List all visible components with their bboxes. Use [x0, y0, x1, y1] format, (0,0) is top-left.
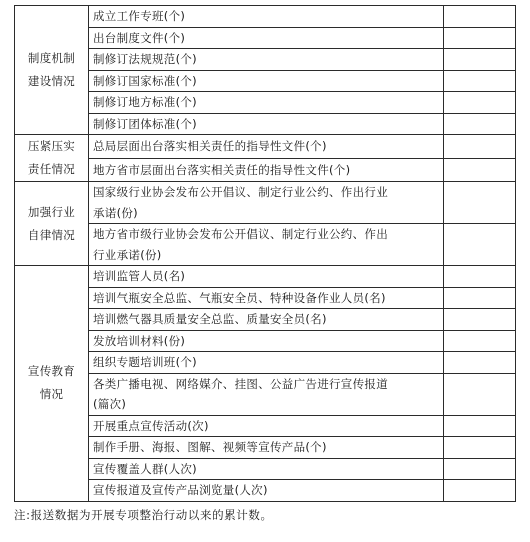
- indicator-cell: [89, 27, 444, 49]
- value-cell[interactable]: [444, 6, 516, 28]
- value-cell[interactable]: [444, 113, 516, 135]
- value-cell[interactable]: [444, 266, 516, 288]
- indicator-cell: [89, 135, 444, 159]
- indicator-label-line: 培训监管人员(名): [93, 269, 186, 283]
- value-cell[interactable]: [444, 224, 516, 266]
- indicator-label-line: 地方省市级行业协会发布公开倡议、制定行业公约、作出: [93, 227, 388, 241]
- indicator-label-line: 成立工作专班(个): [93, 9, 186, 23]
- table-row: [15, 27, 516, 49]
- indicator-cell: [89, 373, 444, 415]
- indicator-cell: [89, 352, 444, 374]
- indicator-label-line: 制修订地方标准(个): [93, 95, 197, 109]
- indicator-label-line: (篇次): [93, 397, 127, 411]
- indicator-label-line: 宣传报道及宣传产品浏览量(人次): [93, 483, 268, 497]
- table-row: [15, 309, 516, 331]
- table-row: [15, 330, 516, 352]
- value-cell[interactable]: [444, 437, 516, 459]
- table-row: [15, 92, 516, 114]
- indicator-cell: [89, 458, 444, 480]
- category-cell: [15, 182, 89, 266]
- indicator-label-line: 地方省市层面出台落实相关责任的指导性文件(个): [93, 162, 351, 177]
- table-row: [15, 373, 516, 415]
- table-row: [15, 70, 516, 92]
- value-cell[interactable]: [444, 458, 516, 480]
- value-cell[interactable]: [444, 158, 516, 182]
- category-cell: [15, 6, 89, 135]
- indicator-cell: [89, 437, 444, 459]
- category-label-line: 制度机制: [27, 51, 76, 65]
- indicator-cell: [89, 113, 444, 135]
- table-row: [15, 182, 516, 224]
- indicator-cell: [89, 415, 444, 437]
- value-cell[interactable]: [444, 49, 516, 71]
- table-row: [15, 224, 516, 266]
- category-label-line: 自律情况: [27, 227, 76, 242]
- value-cell[interactable]: [444, 480, 516, 502]
- category-label-line: 加强行业: [27, 204, 76, 219]
- indicator-cell: [89, 158, 444, 182]
- indicator-label-line: 发放培训材料(份): [93, 333, 186, 348]
- category-label-line: 宣传教育: [27, 364, 76, 379]
- indicator-cell: [89, 330, 444, 352]
- table-row: [15, 458, 516, 480]
- table-row: [15, 415, 516, 437]
- indicator-label-line: 制作手册、海报、图解、视频等宣传产品(个): [93, 440, 327, 454]
- indicator-cell: [89, 49, 444, 71]
- indicator-cell: [89, 6, 444, 28]
- report-table: [14, 5, 516, 502]
- table-row: [15, 6, 516, 28]
- value-cell[interactable]: [444, 92, 516, 114]
- value-cell[interactable]: [444, 182, 516, 224]
- category-label-line: 建设情况: [27, 74, 76, 88]
- category-cell: [15, 135, 89, 182]
- indicator-label-line: 行业承诺(份): [93, 247, 162, 262]
- indicator-label-line: 各类广播电视、网络媒介、挂图、公益广告进行宣传报道: [93, 376, 388, 391]
- indicator-cell: [89, 309, 444, 331]
- value-cell[interactable]: [444, 330, 516, 352]
- category-label-line: 责任情况: [27, 162, 76, 176]
- indicator-cell: [89, 480, 444, 502]
- table-row: [15, 113, 516, 135]
- value-cell[interactable]: [444, 70, 516, 92]
- indicator-cell: [89, 224, 444, 266]
- category-label-line: 情况: [39, 387, 64, 402]
- category-label-line: 压紧压实: [27, 139, 76, 153]
- indicator-label-line: 制修订国家标准(个): [93, 73, 197, 88]
- indicator-label-line: 制修订法规规范(个): [93, 52, 197, 66]
- category-cell: [15, 266, 89, 502]
- value-cell[interactable]: [444, 287, 516, 309]
- table-row: [15, 287, 516, 309]
- table-row: [15, 437, 516, 459]
- indicator-label-line: 国家级行业协会发布公开倡议、制定行业公约、作出行业: [93, 185, 388, 199]
- table-row: [15, 352, 516, 374]
- indicator-label-line: 出台制度文件(个): [93, 30, 186, 45]
- table-row: [15, 49, 516, 71]
- indicator-label-line: 培训气瓶安全总监、气瓶安全员、特种设备作业人员(名): [93, 290, 386, 305]
- indicator-label-line: 组织专题培训班(个): [93, 355, 197, 369]
- value-cell[interactable]: [444, 135, 516, 159]
- table-row: [15, 266, 516, 288]
- value-cell[interactable]: [444, 373, 516, 415]
- indicator-label-line: 制修订团体标准(个): [93, 116, 197, 131]
- indicator-label-line: 总局层面出台落实相关责任的指导性文件(个): [93, 139, 327, 153]
- indicator-label-line: 培训燃气器具质量安全总监、质量安全员(名): [93, 312, 327, 326]
- indicator-label-line: 承诺(份): [93, 205, 138, 220]
- indicator-cell: [89, 92, 444, 114]
- value-cell[interactable]: [444, 27, 516, 49]
- indicator-cell: [89, 70, 444, 92]
- indicator-cell: [89, 287, 444, 309]
- value-cell[interactable]: [444, 352, 516, 374]
- footnote: 注:报送数据为开展专项整治行动以来的累计数。: [14, 508, 273, 522]
- value-cell[interactable]: [444, 415, 516, 437]
- value-cell[interactable]: [444, 309, 516, 331]
- table-row: [15, 480, 516, 502]
- indicator-cell: [89, 182, 444, 224]
- indicator-cell: [89, 266, 444, 288]
- indicator-label-line: 宣传覆盖人群(人次): [93, 461, 197, 476]
- table-row: [15, 135, 516, 159]
- table-row: [15, 158, 516, 182]
- report-table-body: [15, 6, 516, 502]
- indicator-label-line: 开展重点宣传活动(次): [93, 418, 209, 433]
